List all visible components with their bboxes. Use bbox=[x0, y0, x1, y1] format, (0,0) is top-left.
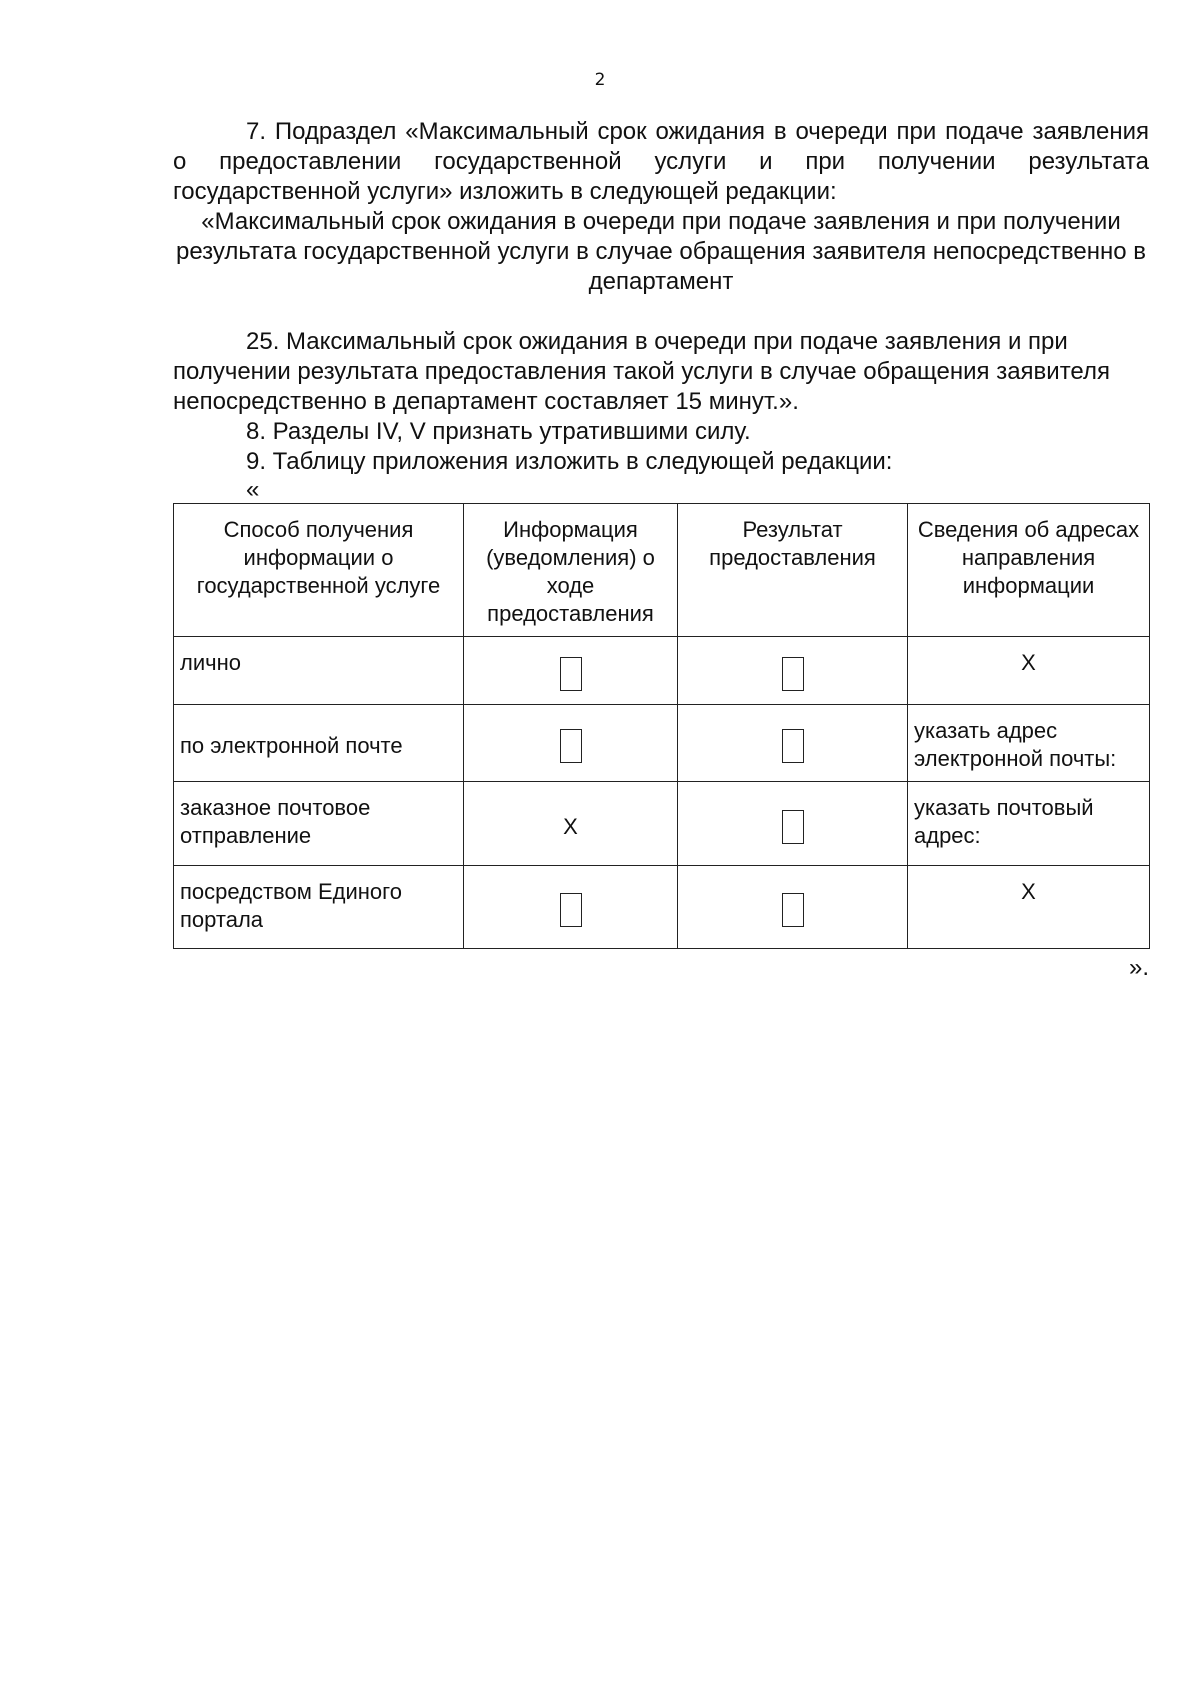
spacer bbox=[173, 297, 1149, 327]
cell-result bbox=[678, 782, 908, 866]
table-body bbox=[174, 637, 1150, 949]
cell-address: указать почтовый адрес: bbox=[908, 782, 1150, 866]
cell-method: по электронной почте bbox=[174, 705, 464, 782]
cell-address: Х bbox=[908, 637, 1150, 705]
table-row bbox=[174, 782, 1150, 866]
cell-result bbox=[678, 705, 908, 782]
cell-result bbox=[678, 637, 908, 705]
cell-info bbox=[464, 637, 678, 705]
cell-address: Х bbox=[908, 866, 1150, 949]
checkbox[interactable] bbox=[782, 893, 804, 927]
checkbox[interactable] bbox=[782, 657, 804, 691]
header-info: Информация (уведомления) о ходе предоставления bbox=[464, 504, 678, 637]
checkbox[interactable] bbox=[782, 810, 804, 844]
close-quote: ». bbox=[1128, 954, 1149, 981]
cell-method: заказное почтовое отправление bbox=[174, 782, 464, 866]
table-row bbox=[174, 866, 1150, 949]
cell-method: лично bbox=[174, 637, 464, 705]
page-number: 2 bbox=[594, 70, 606, 90]
checkbox[interactable] bbox=[560, 657, 582, 691]
document-body bbox=[173, 117, 1149, 983]
open-quote: « bbox=[246, 476, 260, 503]
info-table bbox=[173, 503, 1150, 949]
header-method: Способ получения информации о государственной услуге bbox=[174, 504, 464, 637]
cell-mark: Х bbox=[563, 813, 578, 839]
paragraph-9: 9. Таблицу приложения изложить в следующей редакции: bbox=[246, 448, 893, 475]
checkbox[interactable] bbox=[560, 729, 582, 763]
table-row bbox=[174, 637, 1150, 705]
cell-method: посредством Единого портала bbox=[174, 866, 464, 949]
subsection-heading: «Максимальный срок ожидания в очереди при подаче заявления и при получении результата государственной услуги в случае обращения заявителя непосредственно в департамент bbox=[176, 208, 1146, 295]
cell-info bbox=[464, 782, 678, 866]
cell-info bbox=[464, 705, 678, 782]
header-result: Результат предоставления bbox=[678, 504, 908, 637]
checkbox[interactable] bbox=[782, 729, 804, 763]
paragraph-25: 25. Максимальный срок ожидания в очереди при подаче заявления и при получении результата предоставления такой услуги в случае обращения заявителя непосредственно в департамент составляет 15 минут.». bbox=[173, 328, 1110, 415]
paragraph-8: 8. Разделы IV, V признать утратившими силу. bbox=[246, 418, 751, 445]
header-address: Сведения об адресах направления информации bbox=[908, 504, 1150, 637]
table-row bbox=[174, 705, 1150, 782]
cell-result bbox=[678, 866, 908, 949]
table-header-row bbox=[174, 504, 1150, 637]
cell-address: указать адрес электронной почты: bbox=[908, 705, 1150, 782]
cell-info bbox=[464, 866, 678, 949]
checkbox[interactable] bbox=[560, 893, 582, 927]
paragraph-7: 7. Подраздел «Максимальный срок ожидания в очереди при подаче заявления о предоставлении государственной услуги и при получении результата государственной услуги» изложить в следующей редакции: bbox=[173, 118, 1149, 205]
